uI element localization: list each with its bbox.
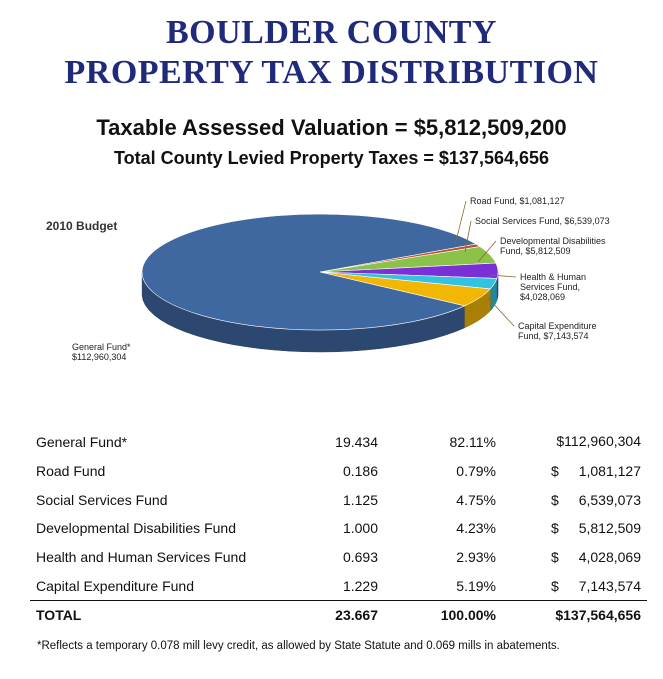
amount-cell	[496, 514, 647, 543]
amount-wrap	[551, 549, 641, 565]
fund-name-cell: Health and Human Services Fund	[36, 549, 247, 566]
amount-cell	[496, 457, 647, 486]
total-percent: 100.00%	[378, 601, 496, 630]
page-title-line2: PROPERTY TAX DISTRIBUTION	[64, 54, 599, 91]
amount-value: 5,812,509	[578, 520, 641, 537]
amount-value: 4,028,069	[578, 549, 641, 566]
slice-label: Fund, $5,812,509	[500, 246, 571, 256]
slice-label: $112,960,304	[72, 352, 127, 362]
currency-symbol: $	[551, 577, 559, 594]
total-amount: $137,564,656	[496, 601, 647, 630]
fund-table-body	[30, 428, 647, 630]
percent-cell: 0.79%	[456, 463, 496, 480]
mill-levy-cell: 1.125	[342, 491, 378, 508]
amount-wrap	[551, 578, 641, 594]
currency-symbol: $	[551, 549, 559, 566]
slice-label: General Fund*	[72, 342, 131, 352]
mill-levy-cell: 19.434	[335, 434, 378, 451]
assessed-valuation: Taxable Assessed Valuation = $5,812,509,200	[96, 115, 567, 140]
amount-value: 1,081,127	[578, 463, 641, 480]
currency-symbol: $	[551, 491, 559, 508]
page-title-line1: BOULDER COUNTY	[166, 14, 497, 51]
fund-name-cell: General Fund*	[36, 434, 128, 451]
total-mills: 23.667	[296, 601, 378, 630]
slice-label: Developmental Disabilities	[500, 236, 606, 246]
percent-cell: 2.93%	[456, 549, 496, 566]
table-row	[30, 485, 647, 514]
table-row	[30, 428, 647, 457]
amount-cell	[496, 428, 647, 457]
mill-levy-cell: 1.229	[342, 577, 378, 594]
mill-levy-cell: 0.693	[342, 549, 378, 566]
total-row	[30, 601, 647, 630]
footnote: *Reflects a temporary 0.078 mill levy credit, as allowed by State Statute and 0.069 mills in abatements.	[37, 640, 560, 652]
amount-wrap	[551, 433, 641, 449]
amount-cell	[496, 543, 647, 572]
amount-wrap	[551, 463, 641, 479]
slice-label: $4,028,069	[520, 292, 566, 302]
fund-name-cell: Capital Expenditure Fund	[36, 577, 194, 594]
fund-table	[30, 428, 647, 630]
percent-cell: 4.23%	[456, 520, 496, 537]
fund-name-cell: Social Services Fund	[36, 491, 168, 508]
amount-wrap	[551, 520, 641, 536]
levied-taxes: Total County Levied Property Taxes = $137,564,656	[113, 148, 550, 168]
amount-value: 6,539,073	[578, 491, 641, 508]
slice-label: Health & Human	[520, 272, 587, 282]
pie-chart	[0, 180, 663, 410]
percent-cell: 4.75%	[456, 491, 496, 508]
table-row	[30, 543, 647, 572]
slice-label: Fund, $7,143,574	[518, 331, 589, 341]
amount-value: 7,143,574	[578, 577, 641, 594]
currency-symbol: $	[551, 520, 559, 537]
chart-title: 2010 Budget	[46, 219, 118, 233]
slice-label: Capital Expenditure	[518, 321, 597, 331]
amount-cell	[496, 485, 647, 514]
slice-label: Road Fund, $1,081,127	[470, 196, 565, 206]
table-row	[30, 457, 647, 486]
slice-label: Social Services Fund, $6,539,073	[475, 216, 610, 226]
callout-leader	[488, 298, 514, 326]
total-label: TOTAL	[30, 601, 296, 630]
table-row	[30, 571, 647, 600]
mill-levy-cell: 0.186	[342, 463, 378, 480]
mill-levy-cell: 1.000	[342, 520, 378, 537]
table-row	[30, 514, 647, 543]
percent-cell: 82.11%	[449, 434, 496, 451]
currency-symbol: $	[551, 463, 559, 480]
slice-label: Services Fund,	[520, 282, 581, 292]
pie-top	[142, 214, 498, 330]
fund-name-cell: Developmental Disabilities Fund	[36, 520, 236, 537]
amount-cell	[496, 571, 647, 600]
percent-cell: 5.19%	[456, 577, 496, 594]
fund-name-cell: Road Fund	[36, 463, 106, 480]
amount-value: $112,960,304	[556, 432, 641, 449]
amount-wrap	[551, 492, 641, 508]
